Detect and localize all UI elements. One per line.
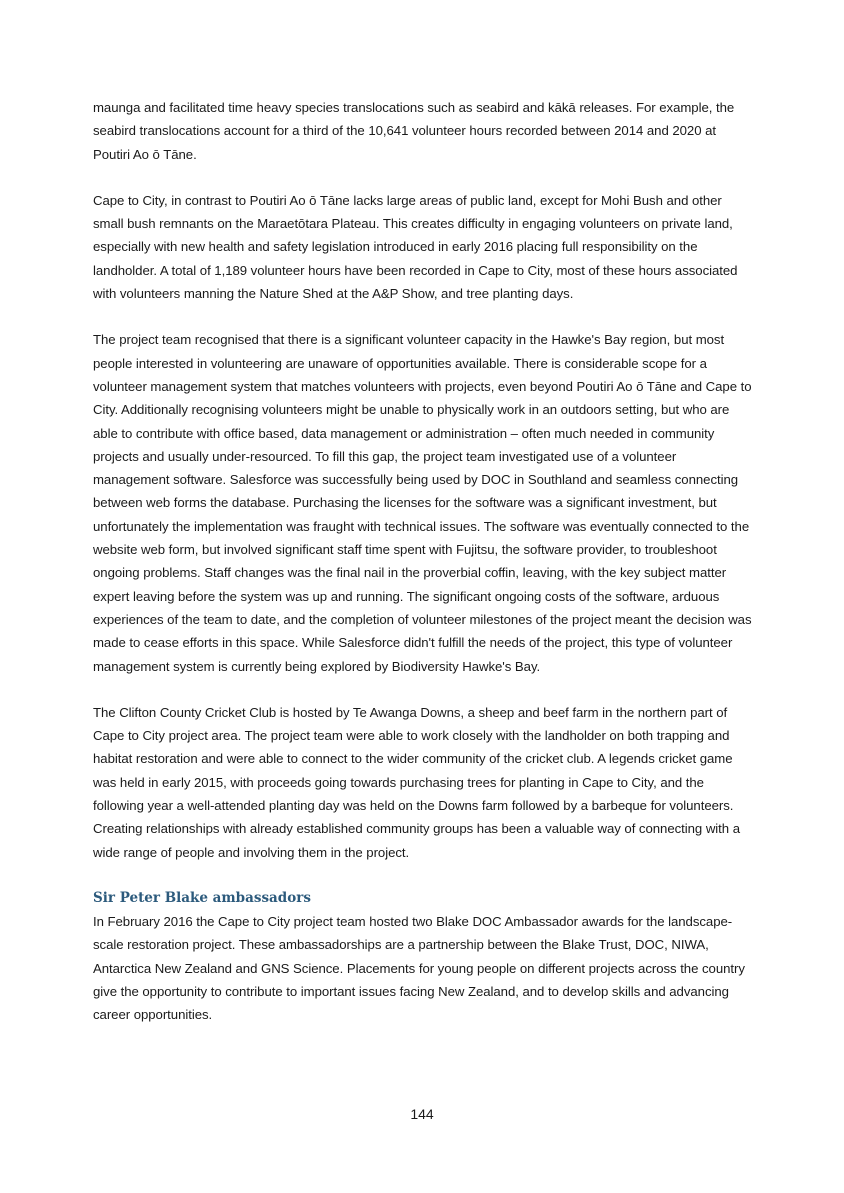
section-heading: Sir Peter Blake ambassadors — [93, 889, 311, 906]
paragraph-translocations: maunga and facilitated time heavy species translocations such as seabird and kākā releases. For example, the seabird translocations account for a third of the 10,641 volunteer hours recorded between 2014 and 2020 at Poutiri Ao ō Tāne. — [93, 100, 735, 162]
paragraph-cape-to-city-volunteers: Cape to City, in contrast to Poutiri Ao ō Tāne lacks large areas of public land, except for Mohi Bush and other small bush remnants on the Maraetōtara Plateau. This creates difficulty in engaging volunteers on private land, especially with new health and safety legislation introduced in early 2016 placing full responsibility on the landholder. A total of 1,189 volunteer hours have been recorded in Cape to City, most of these hours associated with volunteers manning the Nature Shed at the A&P Show, and tree planting days. — [93, 192, 738, 302]
paragraph-ambassadors: In February 2016 the Cape to City project team hosted two Blake DOC Ambassador awards for the landscape-scale restoration project. These ambassadorships are a partnership between the Blake Trust, DOC, NIWA, Antarctica New Zealand and GNS Science. Placements for young people on different projects across the country give the opportunity to contribute to important issues facing New Zealand, and to develop skills and advancing career opportunities. — [93, 913, 745, 1023]
paragraph-cricket-club: The Clifton County Cricket Club is hosted by Te Awanga Downs, a sheep and beef farm in the northern part of Cape to City project area. The project team were able to work closely with the landholder on both trapping and habitat restoration and were able to connect to the wider community of the cricket club. A legends cricket game was held in early 2015, with proceeds going towards purchasing trees for planting in Cape to City, and the following year a well-attended planting day was held on the Downs farm followed by a barbeque for volunteers. Creating relationships with already established community groups has been a valuable way of connecting with a wide range of people and involving them in the project. — [93, 704, 740, 860]
paragraph-volunteer-management: The project team recognised that there is a significant volunteer capacity in the Hawke's Bay region, but most people interested in volunteering are unaware of opportunities available. There is considerable scope for a volunteer management system that matches volunteers with projects, even beyond Poutiri Ao ō Tāne and Cape to City. Additionally recognising volunteers might be unable to physically work in an outdoors setting, but who are able to contribute with office based, data management or administration – often much needed in community projects and usually under-resourced. To fill this gap, the project team investigated use of a volunteer management software. Salesforce was successfully being used by DOC in Southland and seamless connecting between web forms the database. Purchasing the licenses for the software was a significant investment, but unfortunately the implementation was fraught with technical issues. The software was eventually connected to the website web form, but involved significant staff time spent with Fujitsu, the software provider, to troubleshoot ongoing problems. Staff changes was the final nail in the proverbial coffin, leaving, with the key subject matter expert leaving before the system was up and running. The significant ongoing costs of the software, arduous experiences of the team to date, and the completion of volunteer milestones of the project meant the decision was made to cease efforts in this space. While Salesforce didn't fulfill the needs of the project, this type of volunteer management system is currently being explored by Biodiversity Hawke's Bay. — [93, 332, 752, 674]
page-number: 144 — [410, 1106, 434, 1122]
page-body — [93, 96, 753, 1049]
